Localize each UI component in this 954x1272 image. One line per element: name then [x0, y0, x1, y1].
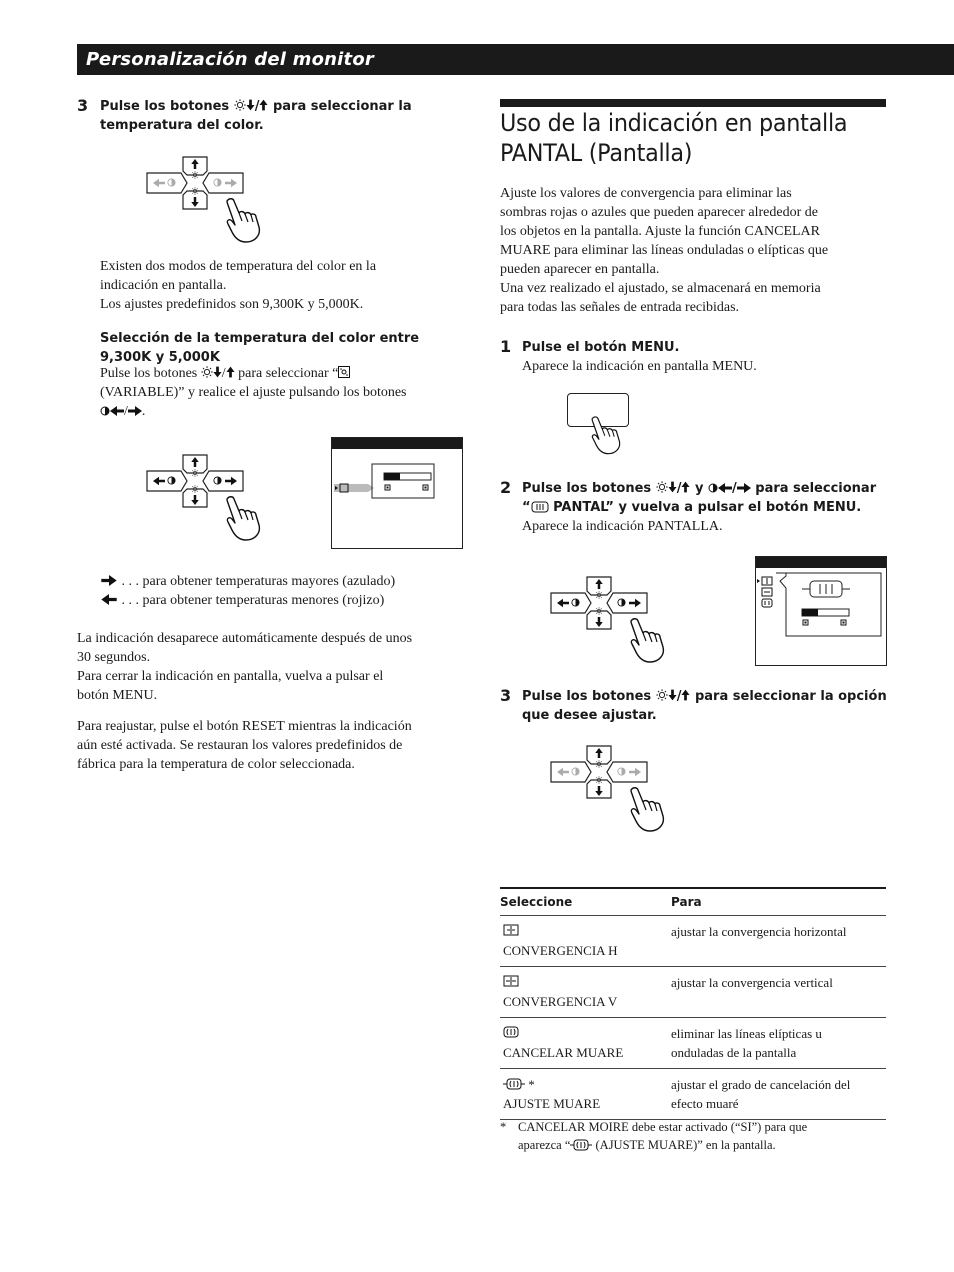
table-cell	[500, 916, 671, 967]
table-cell	[671, 967, 886, 1018]
para-line: Para cerrar la indicación en pantalla, vuelva a pulsar el	[77, 669, 384, 684]
arrow-down-icon	[213, 366, 222, 378]
section-title: Personalización del monitor	[86, 49, 374, 70]
arrow-left-icon	[100, 594, 118, 605]
intro-line: sombras rojas o azules que pueden aparecer alrededor de	[500, 205, 818, 220]
table-header-row	[500, 888, 886, 916]
step2-sub: Aparece la indicación PANTALLA.	[522, 519, 723, 534]
selection-table-wrap	[500, 887, 886, 1120]
modes-line: indicación en pantalla.	[100, 278, 227, 293]
arrow-up-icon	[226, 366, 235, 378]
row-para: ajustar la convergencia vertical	[671, 975, 833, 990]
arrow-left-icon	[718, 483, 732, 493]
table-cell	[500, 1018, 671, 1069]
step2-text: para seleccionar	[750, 481, 877, 496]
selection-text-c: (VARIABLE)” y realice el ajuste pulsando los botones	[100, 385, 407, 400]
intro-line: MUARE para eliminar las líneas onduladas o elípticas que	[500, 243, 829, 258]
osd-timeout-paragraph	[77, 629, 472, 705]
moire-adjust-icon	[570, 1139, 592, 1151]
osd-color-screen	[331, 437, 463, 549]
row-select-label: CONVERGENCIA V	[503, 994, 618, 1009]
arrow-legend-line	[100, 591, 470, 610]
row-para: onduladas de la pantalla	[671, 1045, 797, 1060]
arrow-right-icon	[100, 575, 118, 586]
intro-line: Ajuste los valores de convergencia para eliminar las	[500, 186, 792, 201]
arrow-down-icon	[668, 689, 677, 701]
para-line: Para reajustar, pulse el botón RESET mientras la indicación	[77, 719, 412, 734]
step2-number: 2	[500, 478, 512, 497]
footnote	[500, 1118, 890, 1154]
intro-line: Una vez realizado el ajustado, se almacenará en memoria	[500, 281, 821, 296]
table-header: Para	[671, 895, 702, 909]
pointing-hand-icon	[625, 617, 665, 663]
contrast-icon	[708, 483, 718, 493]
contrast-icon	[100, 406, 110, 416]
table-row	[500, 967, 886, 1018]
row-para: efecto muaré	[671, 1096, 739, 1111]
control-pad-illustration	[549, 575, 694, 665]
reset-paragraph	[77, 717, 472, 774]
arrow-legend-line	[100, 572, 470, 591]
footnote-line	[518, 1136, 890, 1154]
brightness-icon	[234, 99, 246, 111]
step2-text: “	[522, 500, 531, 515]
moire-adjust-icon	[503, 1078, 525, 1090]
menu-button-illustration	[567, 393, 637, 461]
page-title	[500, 108, 863, 168]
table-row	[500, 916, 886, 967]
brightness-icon	[656, 689, 668, 701]
step1-number: 1	[500, 337, 512, 356]
footnote-line: CANCELAR MOIRE debe estar activado (“SI”) para que	[518, 1120, 808, 1134]
selection-text-a: Pulse los botones	[100, 366, 201, 381]
table-row	[500, 1069, 886, 1120]
para-line: La indicación desaparece automáticamente después de unos	[77, 631, 413, 646]
arrow-legend	[100, 572, 470, 610]
brightness-icon	[656, 481, 668, 493]
pantal-icon	[531, 501, 549, 513]
control-pad-illustration	[145, 155, 290, 245]
pointing-hand-icon	[587, 415, 621, 455]
table-row	[500, 1018, 886, 1069]
row-para: ajustar el grado de cancelación del	[671, 1077, 851, 1092]
intro-line: para todas las señales de entrada recibidas.	[500, 300, 740, 315]
footnote-mark: *	[500, 1120, 507, 1134]
page-title-line: Uso de la indicación en pantalla	[500, 109, 848, 137]
footnote-body	[500, 1118, 890, 1154]
control-pad-illustration	[145, 453, 290, 543]
moire-cancel-icon	[503, 1026, 519, 1038]
table-cell	[500, 1069, 671, 1120]
osd-pantalla-screen	[755, 556, 887, 666]
arrow-right-icon	[737, 483, 751, 493]
modes-line: Los ajustes predefinidos son 9,300K y 5,000K.	[100, 297, 364, 312]
step1-instruction: Pulse el botón MENU.	[522, 340, 680, 355]
para-line: aún esté activada. Se restauran los valores predefinidos de	[77, 738, 403, 753]
table-cell	[671, 1069, 886, 1120]
osd-convergence-panel	[756, 568, 886, 664]
row-para: ajustar la convergencia horizontal	[671, 924, 847, 939]
step3r-text: Pulse los botones	[522, 689, 656, 704]
row-select-label: CANCELAR MUARE	[503, 1045, 624, 1060]
title-rule	[500, 99, 886, 107]
step2-text: Pulse los botones	[522, 481, 656, 496]
arrow-down-icon	[668, 481, 677, 493]
step3-instruction: Pulse los botones / para seleccionar la temperatura del color.	[100, 99, 412, 133]
para-line: fábrica para la temperatura de color seleccionada.	[77, 757, 355, 772]
para-line: 30 segundos.	[77, 650, 151, 665]
osd-variable-slider	[332, 449, 462, 547]
convergence-h-icon	[503, 924, 519, 936]
step2-instruction: Pulse los botones / y / para seleccionar “ PANTAL” y vuelva a pulsar el botón MENU.	[522, 481, 877, 515]
osd-title-bar	[332, 438, 462, 449]
table-header: Seleccione	[500, 895, 573, 909]
row-select-label: CONVERGENCIA H	[503, 943, 618, 958]
step3r-text: que desee ajustar.	[522, 708, 657, 723]
selection-table	[500, 887, 886, 1120]
step2-text: y	[690, 481, 708, 496]
intro-line: pueden aparecer en pantalla.	[500, 262, 660, 277]
section-header-bar	[77, 44, 954, 75]
step1-sub: Aparece la indicación en pantalla MENU.	[522, 359, 757, 374]
variable-icon	[338, 366, 350, 378]
modes-line: Existen dos modos de temperatura del color en la	[100, 259, 377, 274]
row-para: eliminar las líneas elípticas u	[671, 1026, 822, 1041]
step3-number: 3	[77, 96, 89, 115]
selection-text-b: para seleccionar “	[234, 366, 339, 381]
step3-text-b: para seleccionar la temperatura del color.	[100, 99, 412, 133]
step2-text: PANTAL” y vuelva a pulsar el botón MENU.	[548, 500, 862, 515]
convergence-v-icon	[503, 975, 519, 987]
arrow-down-icon	[246, 99, 255, 111]
table-cell	[671, 1018, 886, 1069]
pointing-hand-icon	[221, 197, 261, 243]
footnote-mark: *	[528, 1077, 535, 1092]
osd-title-bar	[756, 557, 886, 568]
arrow-legend-text: . . . para obtener temperaturas menores (rojizo)	[121, 593, 385, 608]
para-line: botón MENU.	[77, 688, 158, 703]
footnote-text: aparezca “	[518, 1138, 571, 1152]
brightness-icon	[201, 366, 213, 378]
row-select-label: AJUSTE MUARE	[503, 1096, 601, 1111]
control-pad-illustration	[549, 744, 694, 834]
selection-heading: Selección de la temperatura del color entre 9,300K y 5,000K	[100, 331, 420, 365]
selection-body: Pulse los botones / para seleccionar “ (VARIABLE)” y realice el ajuste pulsando los botones / .	[100, 366, 407, 419]
step3r-text: para seleccionar la opción	[690, 689, 887, 704]
arrow-left-icon	[110, 406, 124, 416]
footnote-text: (AJUSTE MUARE)” en la pantalla.	[592, 1138, 776, 1152]
arrow-legend-text: . . . para obtener temperaturas mayores (azulado)	[121, 574, 396, 589]
pointing-hand-icon	[221, 495, 261, 541]
table-cell	[500, 967, 671, 1018]
color-modes-text	[100, 257, 470, 314]
step3r-instruction: Pulse los botones / para seleccionar la opción que desee ajustar.	[522, 689, 887, 723]
intro-paragraph	[500, 184, 890, 317]
page-title-line: PANTAL (Pantalla)	[500, 139, 693, 167]
step3r-number: 3	[500, 686, 512, 705]
arrow-right-icon	[128, 406, 142, 416]
intro-line: los objetos en la pantalla. Ajuste la función CANCELAR	[500, 224, 821, 239]
table-cell	[671, 916, 886, 967]
step3-text-a: Pulse los botones	[100, 99, 234, 114]
pointing-hand-icon	[625, 786, 665, 832]
